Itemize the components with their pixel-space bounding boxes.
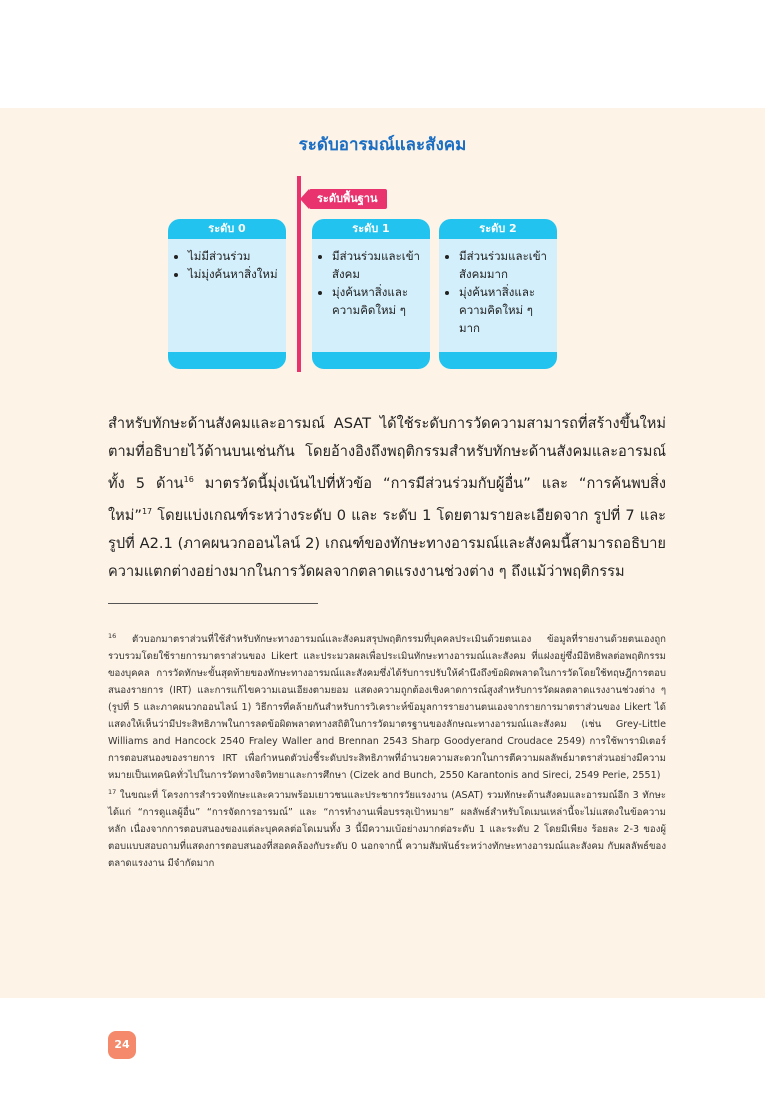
list-item: • มุ่งค้นหาสิ่งและความคิดใหม่ ๆ มาก <box>459 283 551 337</box>
list-item: • ไม่มีส่วนร่วม <box>188 247 280 265</box>
list-item: • มุ่งค้นหาสิ่งและความคิดใหม่ ๆ <box>332 283 424 319</box>
level-0-footer <box>168 352 286 369</box>
level-1-box <box>312 219 430 369</box>
footnote-text: ในขณะที่ โครงการสำรวจทักษะและความพร้อมเยาวชนและประชากรวัยแรงงาน (ASAT) รวมทักษะด้านสังคมและอารมณ์อีก 3 ทักษะ ได้แก่ “การดูแลผู้อื่น” “การจัดการอารมณ์” และ “การทำงานเพื่อบรรลุเป้าหมาย” ผลลัพธ์สำหรับโดเมนเหล่านี้จะไม่แสดงในข้อความหลัก เนื่องจากการตอบสนองของแต่ละบุคคลต่อโดเมนทั้ง 3 นี้มีความเบ้อย่างมากต่อระดับ 1 และระดับ 2 โดยมีเพียง ร้อยละ 2-3 ของผู้ตอบแบบสอบถามที่แสดงการตอบสนองที่สอดคล้องกับระดับ 0 นอกจากนี้ ความสัมพันธ์ระหว่างทักษะทางอารมณ์และสังคม กับผลลัพธ์ของตลาดแรงงาน มีจำกัดมาก <box>108 790 666 870</box>
level-2-header: ระดับ 2 <box>439 219 557 239</box>
level-1-header: ระดับ 1 <box>312 219 430 239</box>
list-item: • มีส่วนร่วมและเข้าสังคม <box>332 247 424 283</box>
footnote-16 <box>108 628 666 784</box>
list-item: • มีส่วนร่วมและเข้าสังคมมาก <box>459 247 551 283</box>
level-0-list <box>168 247 286 283</box>
body-text: สำหรับทักษะด้านสังคมและอารมณ์ ASAT ได้ใช้ระดับการวัดความสามารถที่สร้างขึ้นใหม่ตามที่อธิบายไว้ด้านบนเช่นกัน โดยอ้างอิงถึงพฤติกรรมสำหรับทักษะด้านสังคมและอารมณ์ทั้ง 5 ด้าน <box>108 415 666 492</box>
footnote-ref-16: 16 <box>183 475 194 484</box>
footnote-17 <box>108 784 666 872</box>
level-0-header: ระดับ 0 <box>168 219 286 239</box>
footnote-ref-17: 17 <box>141 506 153 516</box>
list-item: • ไม่มุ่งค้นหาสิ่งใหม่ <box>188 265 280 283</box>
footnote-number: 16 <box>108 632 117 640</box>
level-2-footer <box>439 352 557 369</box>
footnote-number: 17 <box>108 788 117 797</box>
level-1-footer <box>312 352 430 369</box>
diagram-title: ระดับอารมณ์และสังคม <box>298 135 467 155</box>
page-number: 24 <box>108 1031 136 1059</box>
footnote-divider <box>108 603 318 604</box>
body-text: มาตรวัดนี้มุ่งเน้นไปที่หัวข้อ “การมีส่วนร่วมกับผู้อื่น” และ “การค้นพบสิ่งใหม่” <box>108 474 666 524</box>
footnotes <box>108 628 666 872</box>
body-paragraph <box>108 410 666 586</box>
baseline-label: ระดับพื้นฐาน <box>309 189 387 209</box>
level-2-box <box>439 219 557 369</box>
level-2-list <box>439 247 557 337</box>
footnote-text: ตัวบอกมาตราส่วนที่ใช้สำหรับทักษะทางอารมณ์และสังคมสรุปพฤติกรรมที่บุคคลประเมินด้วยตนเอง ข้อมูลที่รายงานด้วยตนเองถูกรวบรวมโดยใช้รายการมาตราส่วนของ Likert และประมวลผลเพื่อประเมินทักษะทางอารมณ์และสังคม ที่แฝงอยู่ซึ่งมีอิทธิพลต่อพฤติกรรมของบุคคล การวัดทักษะขั้นสุดท้ายของทักษะทางอารมณ์และสังคมซึ่งได้รับการปรับให้คำนึงถึงข้อผิดพลาดในการวัดโดยใช้ทฤษฎีการตอบสนองรายการ (IRT) และการแก้ไขความเอนเอียงตามยอม แสดงความถูกต้องเชิงคาดการณ์สูงสำหรับการวัดผลตลาดแรงงานช่วงต่าง ๆ (รูปที่ 5 และภาคผนวกออนไลน์ 1) วิธีการที่คล้ายกันสำหรับการวิเคราะห์ข้อมูลการรายงานตนเองจากรายการมาตราส่วนของ Likert ได้แสดงให้เห็นว่ามีประสิทธิภาพในการลดข้อผิดพลาดทางสถิติในการวัดมาตรฐานของลักษณะทางอารมณ์และสังคม (เช่น Grey-Little Williams and Hancock 2540 Fraley Waller and Brennan 2543 Sharp Goodyerand Croudace 2549) การใช้พารามิเตอร์การตอบสนองของรายการ IRT เพื่อกำหนดตัวบ่งชี้ระดับประสิทธิภาพที่อำนวยความสะดวกในการตีความผลลัพธ์มาตราส่วนอย่างมีความหมายเป็นเทคนิคทั่วไปในการวัดทางจิตวิทยาและการศึกษา (Cizek and Bunch, 2550 Karantonis and Sireci, 2549 Perie, 2551) <box>108 634 666 782</box>
level-1-list <box>312 247 430 319</box>
body-text: โดยแบ่งเกณฑ์ระหว่างระดับ 0 และ ระดับ 1 โดยตามรายละเอียดจาก รูปที่ 7 และรูปที่ A2.1 (ภาคผนวกออนไลน์ 2) เกณฑ์ของทักษะทางอารมณ์และสังคมนี้สามารถอธิบายความแตกต่างอย่างมากในการวัดผลจากตลาดแรงงานช่วงต่าง ๆ ถึงแม้ว่าพฤติกรรม <box>108 506 666 580</box>
level-0-box <box>168 219 286 369</box>
